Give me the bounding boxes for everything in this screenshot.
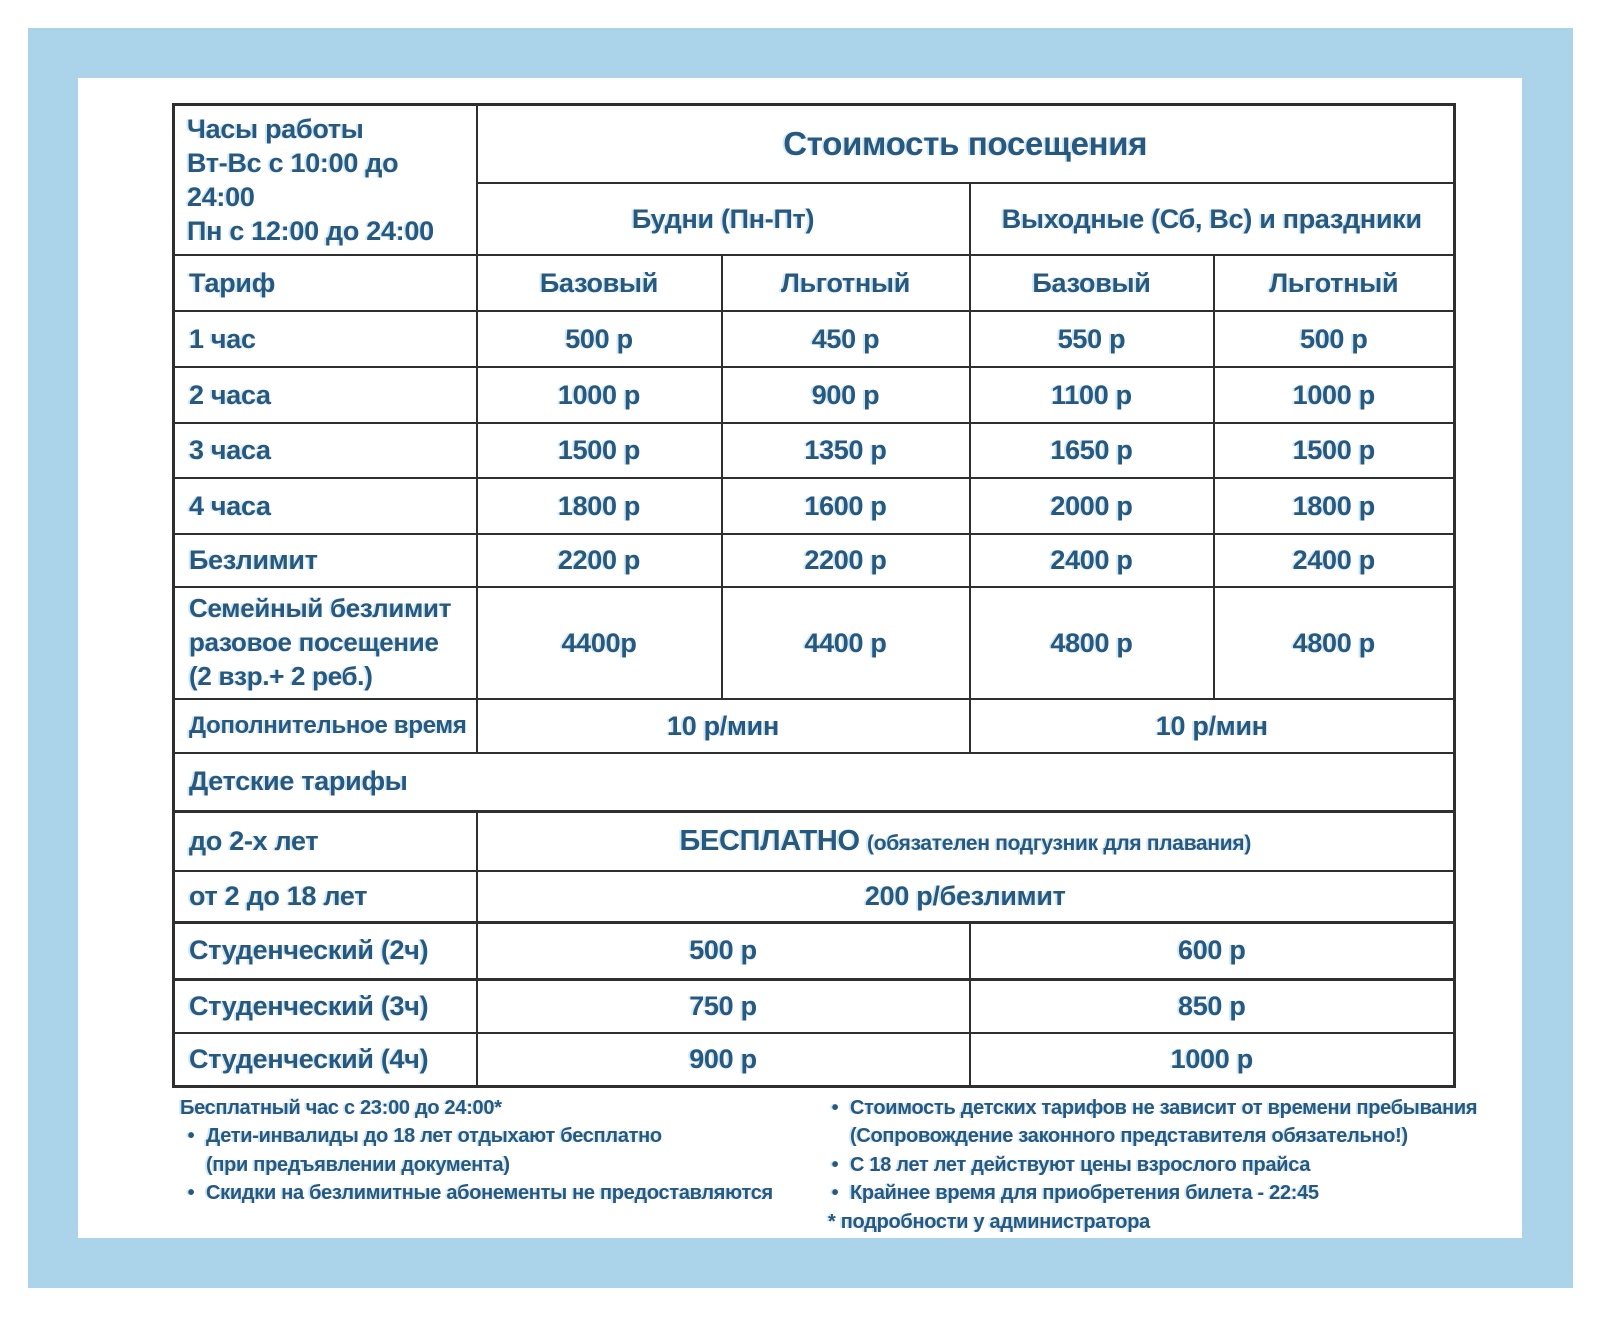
price-cell: 4800 р (970, 587, 1214, 699)
footnote-line: Стоимость детских тарифов не зависит от времени пребывания (850, 1097, 1478, 1119)
row-label: Безлимит (174, 534, 477, 587)
row-label: до 2-х лет (174, 811, 477, 871)
row-label: Студенческий (4ч) (174, 1033, 477, 1086)
free-value: БЕСПЛАТНО (679, 824, 860, 857)
price-cell: 500 р (1214, 311, 1455, 367)
footnote-item (820, 1094, 1478, 1151)
footnote-text (850, 1094, 1477, 1151)
working-hours-line3: Пн с 12:00 до 24:00 (187, 216, 434, 247)
price-cell: 2200 р (477, 534, 722, 587)
row-label: от 2 до 18 лет (174, 871, 477, 922)
tariff-row-family-unlimited (174, 587, 1455, 699)
footnote-line: (при предъявлении документа) (206, 1153, 510, 1176)
footnote-line: (Сопровождение законного представителя обязательно!) (850, 1125, 1408, 1148)
bullet-icon: • (187, 1125, 195, 1148)
working-hours-line1: Часы работы (187, 114, 364, 144)
footnote-line: Скидки на безлимитные абонементы не предоставляются (206, 1182, 773, 1205)
family-label-line3: (2 взр.+ 2 реб.) (189, 660, 373, 691)
bullet-icon: • (187, 1182, 195, 1205)
weekend-header: Выходные (Сб, Вс) и праздники (970, 183, 1455, 255)
footnote-line: С 18 лет лет действуют цены взрослого прайса (850, 1153, 1311, 1176)
footnote-text (850, 1179, 1319, 1207)
family-label-line2: разовое посещение (189, 627, 439, 658)
price-cell: 2200 р (722, 534, 970, 587)
student-price-weekend: 1000 р (970, 1033, 1455, 1086)
row-label: Студенческий (2ч) (174, 922, 477, 979)
tariff-header: Тариф (174, 255, 477, 311)
table-title: Стоимость посещения (477, 105, 1455, 184)
row-label: Дополнительное время (174, 699, 477, 753)
footnote-line: Крайнее время для приобретения билета - 22:45 (850, 1182, 1319, 1205)
price-cell: 1650 р (970, 423, 1214, 478)
price-cell: 2400 р (970, 534, 1214, 587)
footnotes (176, 1094, 1478, 1236)
student-price-weekend: 850 р (970, 979, 1455, 1033)
footnote-item (176, 1179, 820, 1207)
weekdays-header: Будни (Пн-Пт) (477, 183, 970, 255)
tariff-row-4h (174, 478, 1455, 534)
kids-row-2-18 (174, 871, 1455, 922)
kids-section-row (174, 753, 1455, 811)
student-price-weekday: 900 р (477, 1033, 970, 1086)
price-cell: 500 р (477, 311, 722, 367)
price-cell: 1800 р (477, 478, 722, 534)
row-label: 1 час (174, 311, 477, 367)
price-cell: 550 р (970, 311, 1214, 367)
kids-row-under2 (174, 811, 1455, 871)
row-label: 2 часа (174, 367, 477, 423)
price-cell: 1000 р (477, 367, 722, 423)
footnote-free-hour: Бесплатный час с 23:00 до 24:00* (180, 1097, 502, 1119)
footnote-item (820, 1179, 1448, 1207)
footnote-text (206, 1122, 662, 1179)
extra-time-weekday: 10 р/мин (477, 699, 970, 753)
price-cell: 1500 р (1214, 423, 1455, 478)
row-label: 4 часа (174, 478, 477, 534)
price-cell: 1800 р (1214, 478, 1455, 534)
row-label (174, 587, 477, 699)
row-label: 3 часа (174, 423, 477, 478)
footnote-text (850, 1151, 1310, 1179)
header-row-tariff (174, 255, 1455, 311)
col-header-basic-we: Базовый (970, 255, 1214, 311)
working-hours-cell (174, 105, 477, 256)
student-price-weekday: 750 р (477, 979, 970, 1033)
tariff-row-extra-time (174, 699, 1455, 753)
kids-under2-value (477, 811, 1455, 871)
bullet-icon: • (831, 1097, 839, 1119)
kids-2-18-value: 200 р/безлимит (477, 871, 1455, 922)
price-cell: 4800 р (1214, 587, 1455, 699)
footnote-line: Дети-инвалиды до 18 лет отдыхают бесплатно (206, 1125, 662, 1148)
row-label: Студенческий (3ч) (174, 979, 477, 1033)
price-cell: 2000 р (970, 478, 1214, 534)
tariff-row-1h (174, 311, 1455, 367)
student-row-4h (174, 1033, 1455, 1086)
extra-time-weekend: 10 р/мин (970, 699, 1455, 753)
bullet-icon: • (831, 1153, 839, 1176)
price-cell: 450 р (722, 311, 970, 367)
col-header-basic-wd: Базовый (477, 255, 722, 311)
free-note: (обязателен подгузник для плавания) (867, 831, 1252, 855)
price-cell: 1350 р (722, 423, 970, 478)
footnote-asterisk: * подробности у администратора (828, 1210, 1150, 1233)
family-label-line1: Семейный безлимит (189, 593, 452, 624)
student-price-weekend: 600 р (970, 922, 1455, 979)
price-table (172, 103, 1456, 1088)
price-cell: 1600 р (722, 478, 970, 534)
footnotes-left (176, 1094, 820, 1236)
kids-section-label: Детские тарифы (174, 753, 1455, 811)
bullet-icon: • (831, 1182, 839, 1205)
tariff-row-unlimited (174, 534, 1455, 587)
price-cell: 4400 р (722, 587, 970, 699)
tariff-row-2h (174, 367, 1455, 423)
student-price-weekday: 500 р (477, 922, 970, 979)
price-cell: 1500 р (477, 423, 722, 478)
footnote-text (206, 1179, 773, 1207)
footnote-item (176, 1122, 820, 1179)
tariff-row-3h (174, 423, 1455, 478)
price-cell: 1000 р (1214, 367, 1455, 423)
footnote-item (820, 1151, 1448, 1179)
col-header-discount-we: Льготный (1214, 255, 1455, 311)
price-cell: 900 р (722, 367, 970, 423)
student-row-2h (174, 922, 1455, 979)
col-header-discount-wd: Льготный (722, 255, 970, 311)
header-row-title (174, 105, 1455, 184)
price-cell: 4400р (477, 587, 722, 699)
price-cell: 1100 р (970, 367, 1214, 423)
price-cell: 2400 р (1214, 534, 1455, 587)
student-row-3h (174, 979, 1455, 1033)
footnotes-right (820, 1094, 1478, 1236)
working-hours-line2: Вт-Вс с 10:00 до 24:00 (187, 148, 399, 213)
